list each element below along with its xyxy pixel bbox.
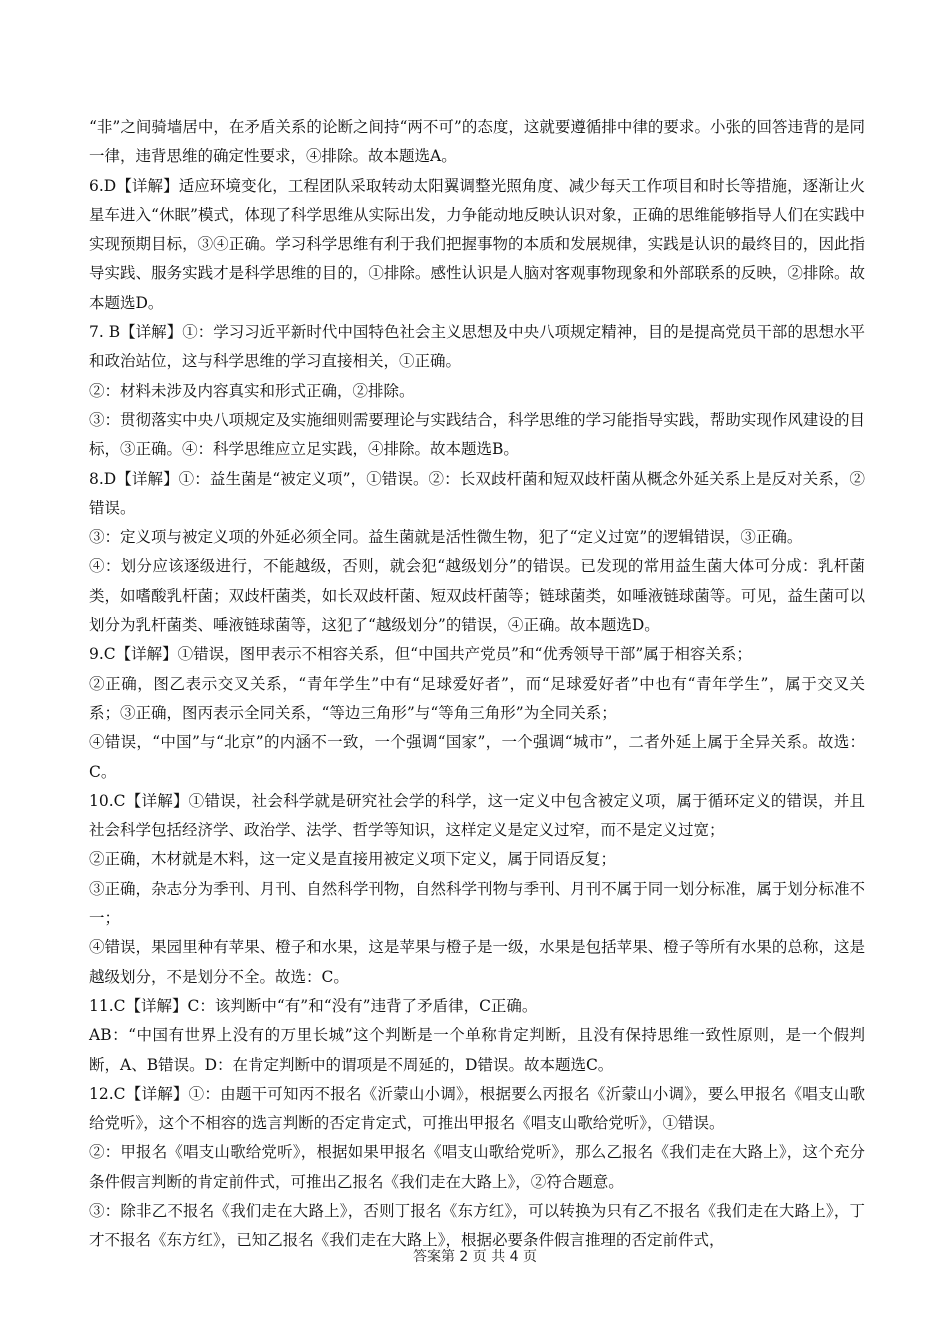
paragraph: ②：甲报名《唱支山歌给党听》，根据如果甲报名《唱支山歌给党听》，那么乙报名《我们走在大路上》，这个充分条件假言判断的肯定前件式，可推出乙报名《我们走在大路上》，②符合题意。	[89, 1143, 865, 1191]
paragraph: ③：贯彻落实中央八项规定及实施细则需要理论与实践结合，科学思维的学习能指导实践，帮助实现作风建设的目标，③正确。④：科学思维应立足实践，④排除。故本题选B。	[89, 410, 865, 459]
paragraph: ②正确，图乙表示交叉关系，“青年学生”中有“足球爱好者”，而“足球爱好者”中也有“青年学生”，属于交叉关系；③正确，图丙表示全同关系，“等边三角形”与“等角三角形”为全同关系；	[89, 674, 865, 722]
paragraph: ②：材料未涉及内容真实和形式正确，②排除。	[89, 381, 415, 400]
answer-6: 6.D【详解】适应环境变化，工程团队采取转动太阳翼调整光照角度、减少每天工作项目和时长等措施，逐渐让火星车进入“休眠”模式，体现了科学思维从实际出发，力争能动地反映认识对象，正确的思维能够指导人们在实践中实现预期目标，③④正确。学习科学思维有利于我们把握事物的本质和发展规律，实践是认识的最终目的，因此指导实践、服务实践才是科学思维的目的，①排除。感性认识是人脑对客观事物现象和外部联系的反映，②排除。故本题选D。	[89, 176, 865, 312]
paragraph: ④错误，“中国”与“北京”的内涵不一致，一个强调“国家”，一个强调“城市”，二者外延上属于全异关系。故选：C。	[89, 733, 865, 781]
paragraph: ③：除非乙不报名《我们走在大路上》，否则丁报名《东方红》，可以转换为只有乙不报名《我们走在大路上》，丁才不报名《东方红》，已知乙报名《我们走在大路上》，根据必要条件假言推理的否定前件式，	[89, 1201, 865, 1250]
paragraph: ④错误，果园里种有苹果、橙子和水果，这是苹果与橙子是一级，水果是包括苹果、橙子等所有水果的总称，这是越级划分，不是划分不全。故选：C。	[89, 938, 865, 986]
paragraph: ②正确，木材就是木料，这一定义是直接用被定义项下定义，属于同语反复；	[89, 850, 617, 869]
paragraph: “非”之间骑墙居中，在矛盾关系的论断之间持“两不可”的态度，这就要遵循排中律的要求。小张的回答违背的是同一律，违背思维的确定性要求，④排除。故本题选A。	[89, 118, 865, 166]
answer-10: 10.C【详解】①错误，社会科学就是研究社会学的科学，这一定义中包含被定义项，属于循环定义的错误，并且社会科学包括经济学、政治学、法学、哲学等知识，这样定义是定义过窄，而不是定义过宽；	[89, 791, 865, 840]
answer-11: 11.C【详解】C：该判断中“有”和“没有”违背了矛盾律，C正确。	[89, 996, 538, 1015]
answer-text-body	[89, 113, 865, 1256]
paragraph: ③正确，杂志分为季刊、月刊、自然科学刊物，自然科学刊物与季刊、月刊不属于同一划分标准，属于划分标准不一；	[89, 879, 865, 928]
answer-9: 9.C【详解】①错误，图甲表示不相容关系，但“中国共产党员”和“优秀领导干部”属于相容关系；	[89, 645, 752, 664]
paragraph: ④：划分应该逐级进行，不能越级，否则，就会犯“越级划分”的错误。已发现的常用益生菌大体可分成：乳杆菌类，如嗜酸乳杆菌；双歧杆菌类，如长双歧杆菌、短双歧杆菌等；链球菌类，如唾液链球菌等。可见，益生菌可以划分为乳杆菌类、唾液链球菌等，这犯了“越级划分”的错误，④正确。故本题选D。	[89, 557, 865, 635]
paragraph: AB：“中国有世界上没有的万里长城”这个判断是一个单称肯定判断，且没有保持思维一致性原则，是一个假判断，A、B错误。D：在肯定判断中的谓项是不周延的，D错误。故本题选C。	[89, 1026, 865, 1074]
paragraph: ③：定义项与被定义项的外延必须全同。益生菌就是活性微生物，犯了“定义过宽”的逻辑错误，③正确。	[89, 528, 803, 547]
page-footer: 答案第 2 页 共 4 页	[412, 1249, 538, 1265]
answer-12: 12.C【详解】①：由题干可知丙不报名《沂蒙山小调》，根据要么丙报名《沂蒙山小调》，要么甲报名《唱支山歌给党听》，这个不相容的选言判断的否定肯定式，可推出甲报名《唱支山歌给党听》，①错误。	[89, 1084, 865, 1133]
answer-8: 8.D【详解】①：益生菌是“被定义项”，①错误。②：长双歧杆菌和短双歧杆菌从概念外延关系上是反对关系，②错误。	[89, 469, 865, 517]
answer-7: 7. B【详解】①：学习习近平新时代中国特色社会主义思想及中央八项规定精神，目的是提高党员干部的思想水平和政治站位，这与科学思维的学习直接相关，①正确。	[89, 323, 865, 371]
